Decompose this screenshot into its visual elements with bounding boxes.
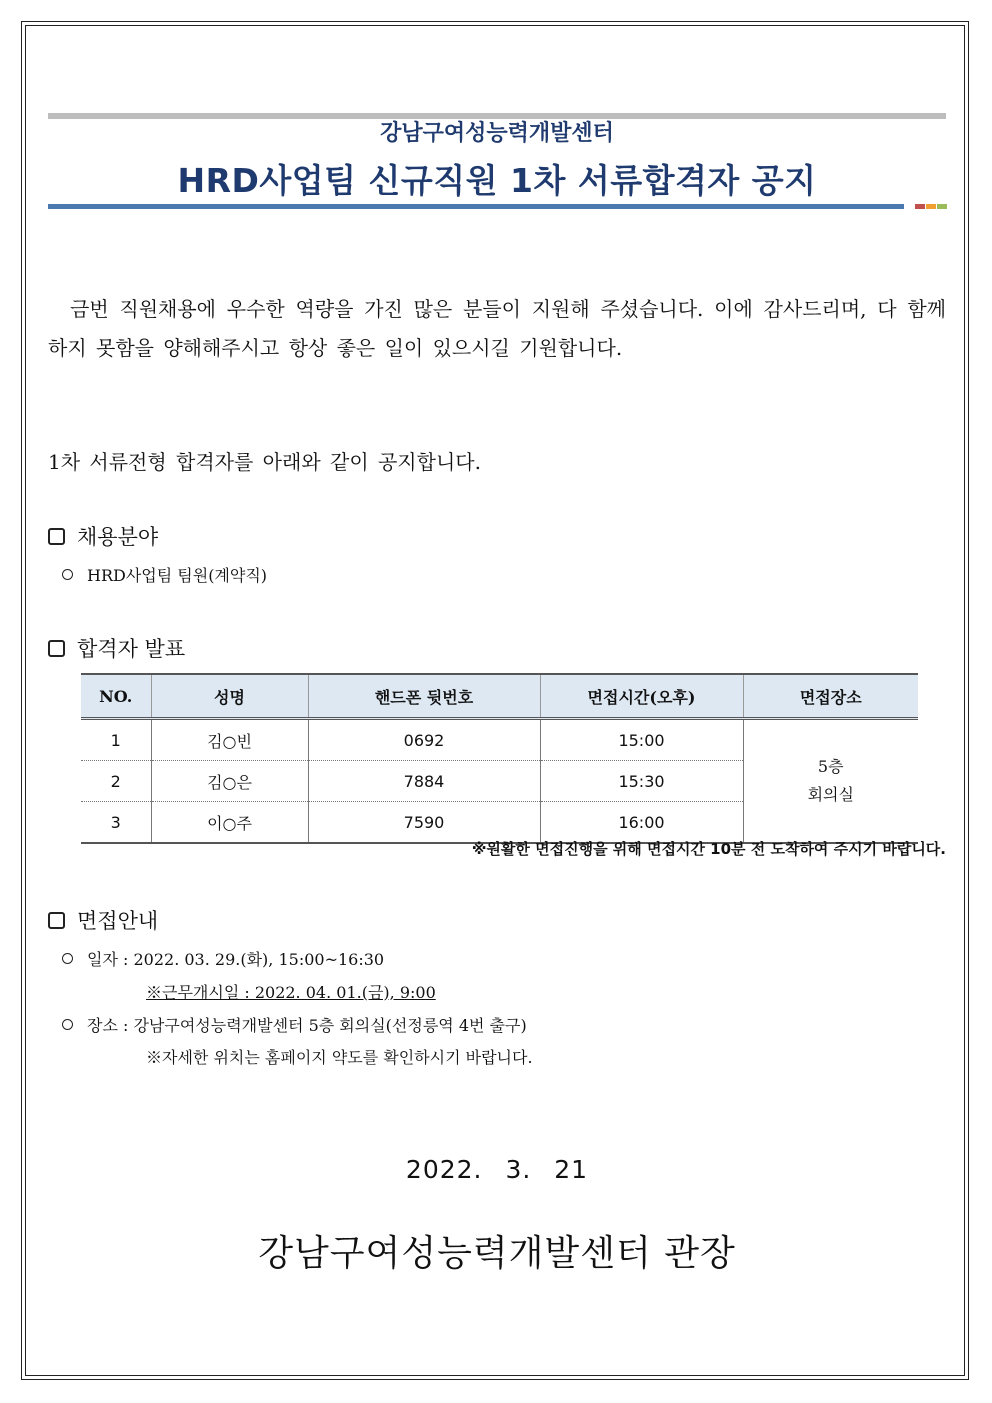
- header-bottom-rule: [48, 204, 904, 209]
- notice-date: 2022. 3. 21: [405, 1155, 589, 1184]
- cell-no: 2: [81, 761, 151, 802]
- recruitment-item: [62, 563, 267, 586]
- accent-block-red: [915, 204, 925, 209]
- section-heading: 면접안내: [77, 909, 159, 933]
- cell-time: 16:00: [540, 802, 743, 844]
- cell-phone: 7590: [308, 802, 540, 844]
- place-line-room: 회의실: [807, 785, 854, 804]
- header-no: NO.: [81, 674, 151, 719]
- section-result-announcement: [48, 633, 185, 663]
- cell-phone: 0692: [308, 719, 540, 761]
- header-phone: 핸드폰 뒷번호: [308, 674, 540, 719]
- bullet-circle-icon: [62, 1019, 73, 1030]
- cell-time: 15:00: [540, 719, 743, 761]
- accent-block-green: [937, 204, 947, 209]
- checkbox-square-icon: [48, 912, 65, 929]
- location-note: ※자세한 위치는 홈페이지 약도를 확인하시기 바랍니다.: [146, 1048, 533, 1067]
- cell-no: 1: [81, 719, 151, 761]
- recruitment-item-text: HRD사업팀 팀원(계약직): [87, 566, 268, 585]
- cell-name: 이○주: [151, 802, 308, 844]
- cell-time: 15:30: [540, 761, 743, 802]
- header-place: 면접장소: [743, 674, 918, 719]
- work-start-note: ※근무개시일 : 2022. 04. 01.(금), 9:00: [146, 983, 436, 1002]
- interview-date-item: [62, 947, 384, 970]
- table-header-row: [81, 674, 918, 719]
- signature: 강남구여성능력개발센터 관장: [258, 1233, 736, 1274]
- place-line-floor: 5층: [817, 757, 844, 776]
- interview-date-text: 일자 : 2022. 03. 29.(화), 15:00~16:30: [87, 950, 385, 969]
- organization-subtitle: 강남구여성능력개발센터: [380, 121, 614, 146]
- cell-name: 김○은: [151, 761, 308, 802]
- section-interview-guide: [48, 905, 158, 935]
- applicant-table: [81, 673, 918, 844]
- page-title: HRD사업팀 신규직원 1차 서류합격자 공지: [177, 161, 817, 200]
- cell-name: 김○빈: [151, 719, 308, 761]
- header-name: 성명: [151, 674, 308, 719]
- arrival-note: ※원활한 면접진행을 위해 면접시간 10분 전 도착하여 주시기 바랍니다.: [471, 840, 946, 858]
- announcement-line: 1차 서류전형 합격자를 아래와 같이 공지합니다.: [48, 450, 481, 474]
- intro-paragraph: 금번 직원채용에 우수한 역량을 가진 많은 분들이 지원해 주셨습니다. 이에 감사드리며, 다 함께 하지 못함을 양해해주시고 항상 좋은 일이 있으시길 기원합니다.: [48, 297, 946, 360]
- section-recruitment-field: [48, 521, 158, 551]
- section-heading: 채용분야: [77, 525, 159, 549]
- checkbox-square-icon: [48, 528, 65, 545]
- cell-place: [743, 719, 918, 844]
- interview-place-item: [62, 1013, 527, 1036]
- interview-place-text: 장소 : 강남구여성능력개발센터 5층 회의실(선정릉역 4번 출구): [87, 1016, 527, 1035]
- bullet-circle-icon: [62, 569, 73, 580]
- checkbox-square-icon: [48, 640, 65, 657]
- header-time: 면접시간(오후): [540, 674, 743, 719]
- bullet-circle-icon: [62, 953, 73, 964]
- table-row: [81, 719, 918, 761]
- section-heading: 합격자 발표: [77, 637, 186, 661]
- accent-block-orange: [926, 204, 936, 209]
- cell-phone: 7884: [308, 761, 540, 802]
- cell-no: 3: [81, 802, 151, 844]
